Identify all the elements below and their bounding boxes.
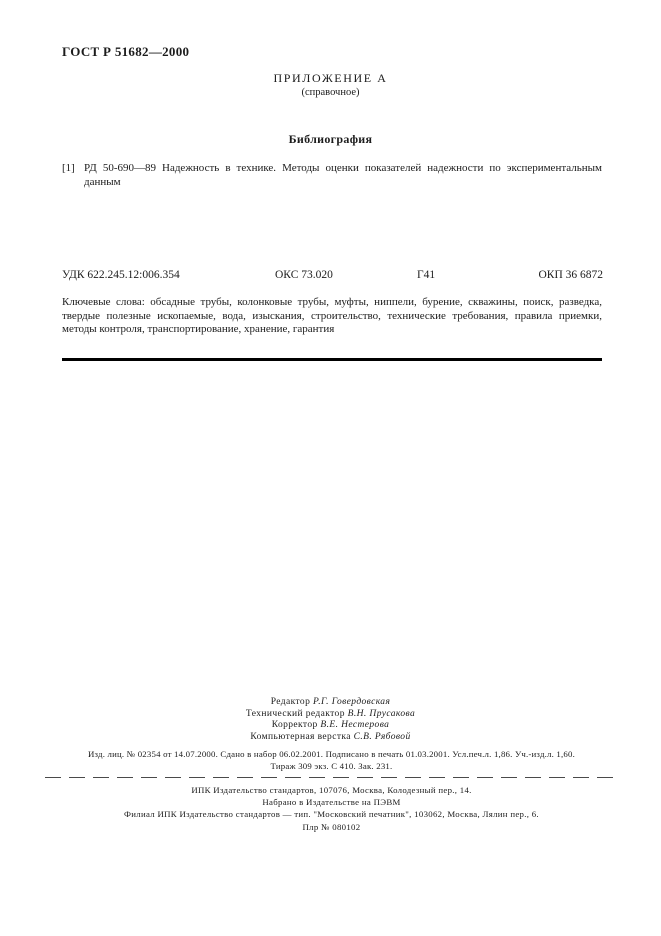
publisher-line: Набрано в Издательстве на ПЭВМ bbox=[262, 797, 401, 808]
publisher-line: ИПК Издательство стандартов, 107076, Москва, Колодезный пер., 14. bbox=[191, 785, 472, 795]
credits-block bbox=[0, 697, 661, 743]
appendix-header bbox=[0, 71, 661, 98]
credit-role: Технический редактор bbox=[245, 708, 345, 719]
credit-name: В.Е. Нестерова bbox=[320, 720, 390, 731]
classification-codes-row bbox=[62, 269, 603, 285]
credit-name: В.Н. Прусакова bbox=[347, 708, 416, 719]
credit-line bbox=[0, 732, 661, 744]
section-divider-rule bbox=[62, 358, 602, 361]
keywords-paragraph: Ключевые слова: обсадные трубы, колонковые трубы, муфты, ниппели, бурение, скважины, поиск, разведка, твердые полезные ископаемые, вода, изыскания, строительство, технические требования, правила приемки, методы контроля, транспортирование, хранение, гарантия bbox=[62, 296, 602, 336]
imprint-block bbox=[45, 749, 618, 772]
okp-code: ОКП 36 6872 bbox=[538, 269, 603, 281]
bibliography-heading: Библиография bbox=[288, 132, 373, 146]
credit-role: Редактор bbox=[270, 697, 311, 707]
imprint-line: Тираж 309 экз. С 410. Зак. 231. bbox=[270, 760, 393, 771]
credit-line bbox=[0, 697, 661, 709]
credit-role: Компьютерная верстка bbox=[250, 731, 351, 742]
udk-code: УДК 622.245.12:006.354 bbox=[62, 269, 180, 281]
class-code: Г41 bbox=[417, 269, 436, 281]
dashed-divider bbox=[45, 777, 618, 778]
appendix-title: ПРИЛОЖЕНИЕ А bbox=[273, 71, 388, 85]
bibliography-item-marker: [1] bbox=[62, 162, 75, 174]
credit-line bbox=[0, 709, 661, 721]
publisher-line: Филиал ИПК Издательство стандартов — тип. "Московский печатник", 103062, Москва, Лялин пер., 6. bbox=[124, 809, 539, 820]
credit-role: Корректор bbox=[271, 720, 318, 731]
publisher-block bbox=[45, 784, 618, 833]
credit-line bbox=[0, 720, 661, 732]
doc-number: ГОСТ Р 51682—2000 bbox=[62, 44, 190, 59]
imprint-line: Изд. лиц. № 02354 от 14.07.2000. Сдано в набор 06.02.2001. Подписано в печать 01.03.2001. Усл.печ.л. 1,86. Уч.-изд.л. 1,60. bbox=[87, 749, 576, 759]
bibliography-item-text: РД 50-690—89 Надежность в технике. Методы оценки показателей надежности по экспериментальным данным bbox=[84, 162, 602, 188]
credit-name: Р.Г. Говердовская bbox=[313, 697, 391, 707]
publisher-line: Плр № 080102 bbox=[302, 821, 361, 832]
appendix-subtitle: (справочное) bbox=[301, 87, 360, 98]
credit-name: С.В. Рябовой bbox=[353, 731, 411, 742]
oks-code: ОКС 73.020 bbox=[275, 269, 333, 281]
bibliography-item bbox=[62, 161, 602, 189]
